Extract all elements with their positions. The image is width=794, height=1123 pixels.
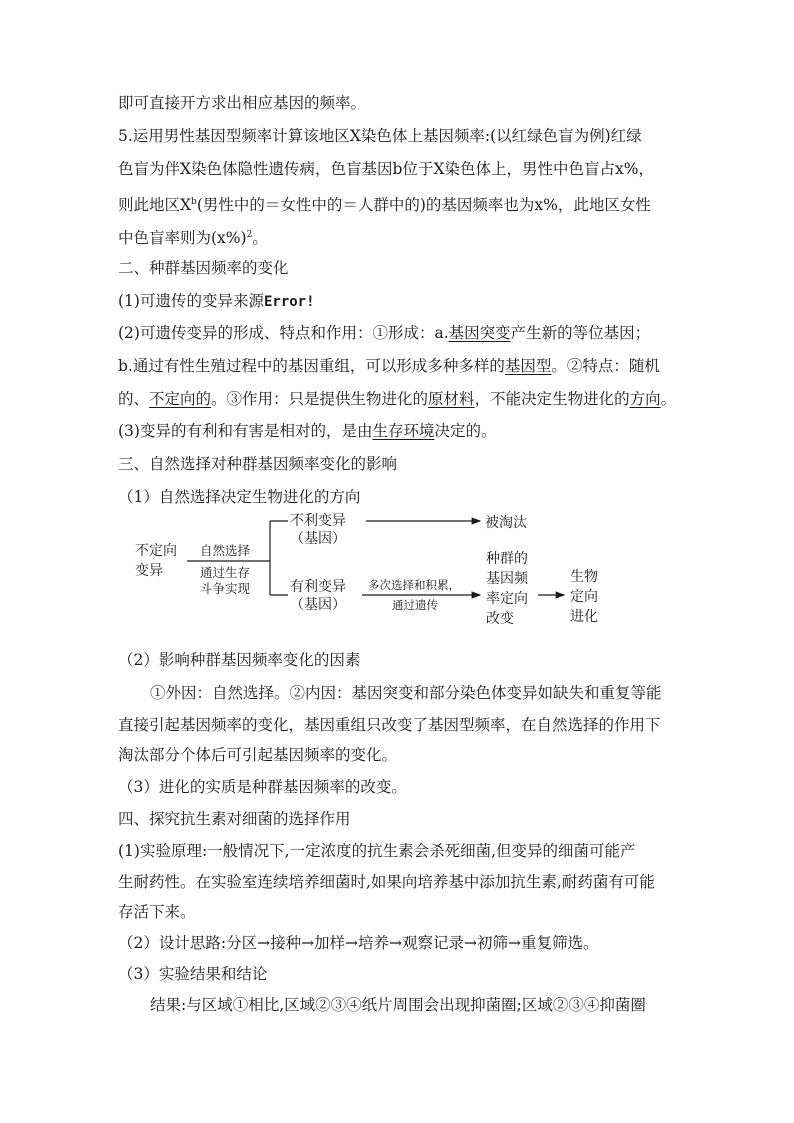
text: ①外因：自然选择。②内因：基因突变和部分染色体变异如缺失和重复等能 xyxy=(150,684,662,702)
text-line xyxy=(150,683,720,703)
unfavorable-variation-label: 不利变异 xyxy=(290,513,346,529)
favorable-gene-label: （基因） xyxy=(290,597,346,613)
text-line xyxy=(118,225,688,248)
text: 中色盲率则为(x%) xyxy=(118,229,247,247)
text: 即可直接开方求出相应基因的频率。 xyxy=(118,94,367,112)
population-label-1: 种群的 xyxy=(486,551,528,567)
superscript: 2 xyxy=(246,230,253,240)
text: 的、 xyxy=(118,390,150,408)
struggle-label-2: 斗争实现 xyxy=(200,581,251,596)
text: (3)变异的有利和有害是相对的，是由 xyxy=(118,422,373,440)
underlined-term: 基因型 xyxy=(504,357,552,375)
underlined-term: 原材料 xyxy=(428,390,475,408)
evolution-label-1: 生物 xyxy=(570,569,598,585)
section-heading xyxy=(118,454,688,474)
text-line xyxy=(118,777,688,797)
text-line xyxy=(118,389,698,409)
subheading xyxy=(118,650,688,670)
population-label-4: 改变 xyxy=(486,611,514,627)
text: 产生新的等位基因； xyxy=(510,324,651,342)
population-label-3: 率定向 xyxy=(486,591,528,607)
text-line xyxy=(118,291,688,312)
text-line xyxy=(118,356,688,376)
unfavorable-gene-label: （基因） xyxy=(290,531,346,547)
text: 。②特点：随机 xyxy=(551,357,660,375)
section-heading xyxy=(118,258,688,278)
text: （2）影响种群基因频率变化的因素 xyxy=(118,651,361,669)
accumulation-label: 多次选择和积累， xyxy=(368,578,460,592)
heredity-label: 通过遗传 xyxy=(392,598,438,612)
underlined-term: 不定向的 xyxy=(149,390,212,408)
text-line xyxy=(118,715,688,735)
text: (2)可遗传变异的形成、特点和作用：①形成：a. xyxy=(118,324,449,342)
superscript: b xyxy=(191,197,197,207)
error-text: Error! xyxy=(263,294,315,310)
evolution-label-2: 定向 xyxy=(570,589,598,605)
text: 存活下来。 xyxy=(118,903,196,921)
text: 色盲为伴X染色体隐性遗传病，色盲基因b位于X染色体上，男性中色盲占x%， xyxy=(118,160,654,178)
text: ，不能决定生物进化的 xyxy=(474,390,630,408)
selection-flow-diagram xyxy=(130,505,620,640)
text-line xyxy=(118,841,688,861)
text-line xyxy=(118,902,688,922)
heading-text: 二、种群基因频率的变化 xyxy=(118,259,289,277)
text: 生耐药性。在实验室连续培养细菌时,如果向培养基中添加抗生素,耐药菌有可能 xyxy=(118,873,655,891)
section-heading xyxy=(118,809,688,829)
text: （3）实验结果和结论 xyxy=(118,965,268,983)
text: 结果:与区域①相比,区域②③④纸片周围会出现抑菌圈;区域②③④抑菌圈 xyxy=(150,996,646,1014)
text: 。③作用：只是提供生物进化的 xyxy=(211,390,429,408)
heading-text: 四、探究抗生素对细菌的选择作用 xyxy=(118,810,351,828)
underlined-term: 基因突变 xyxy=(448,324,511,342)
text-line xyxy=(118,93,688,113)
text: （3）进化的实质是种群基因频率的改变。 xyxy=(118,778,407,796)
natural-selection-label: 自然选择 xyxy=(200,543,251,558)
text-line xyxy=(118,159,688,179)
text: (男性中的＝女性中的＝人群中的)的基因频率也为x%，此地区女性 xyxy=(196,196,651,214)
struggle-label-1: 通过生存 xyxy=(200,565,251,580)
text-line xyxy=(118,745,688,765)
text: 决定的。 xyxy=(434,422,497,440)
evolution-label-3: 进化 xyxy=(570,609,598,625)
favorable-variation-label: 有利变异 xyxy=(290,579,346,595)
eliminated-label: 被淘汰 xyxy=(485,515,527,531)
underlined-term: 生存环境 xyxy=(372,422,435,440)
start-label-2: 变异 xyxy=(135,563,163,579)
underlined-term: 方向 xyxy=(629,390,661,408)
heading-text: 三、自然选择对种群基因频率变化的影响 xyxy=(118,455,398,473)
text-line xyxy=(118,933,688,953)
text: 5.运用男性基因型频率计算该地区X染色体上基因频率:(以红绿色盲为例)红绿 xyxy=(118,127,642,145)
text: 淘汰部分个体后可引起基因频率的变化。 xyxy=(118,746,398,764)
text: 。 xyxy=(660,390,677,408)
text: b.通过有性生殖过程中的基因重组，可以形成多种多样的 xyxy=(118,357,505,375)
subheading xyxy=(118,487,688,507)
text-line xyxy=(118,872,688,892)
population-label-2: 基因频 xyxy=(486,571,528,587)
text-line xyxy=(118,323,688,343)
text-line xyxy=(118,192,688,215)
text: （2）设计思路:分区→接种→加样→培养→观察记录→初筛→重复筛选。 xyxy=(118,934,599,952)
subheading xyxy=(118,964,688,984)
text: 则此地区X xyxy=(118,196,192,214)
text: (1)实验原理:一般情况下,一定浓度的抗生素会杀死细菌,但变异的细菌可能产 xyxy=(118,842,636,860)
text: 。 xyxy=(252,229,268,247)
text: (1)可遗传的变异来源 xyxy=(118,292,264,310)
text-line xyxy=(118,421,688,441)
text: 直接引起基因频率的变化，基因重组只改变了基因型频率，在自然选择的作用下 xyxy=(118,716,661,734)
text: （1）自然选择决定生物进化的方向 xyxy=(118,488,361,506)
start-label-1: 不定向 xyxy=(135,543,177,559)
text-line xyxy=(118,126,688,146)
text-line xyxy=(150,995,720,1015)
